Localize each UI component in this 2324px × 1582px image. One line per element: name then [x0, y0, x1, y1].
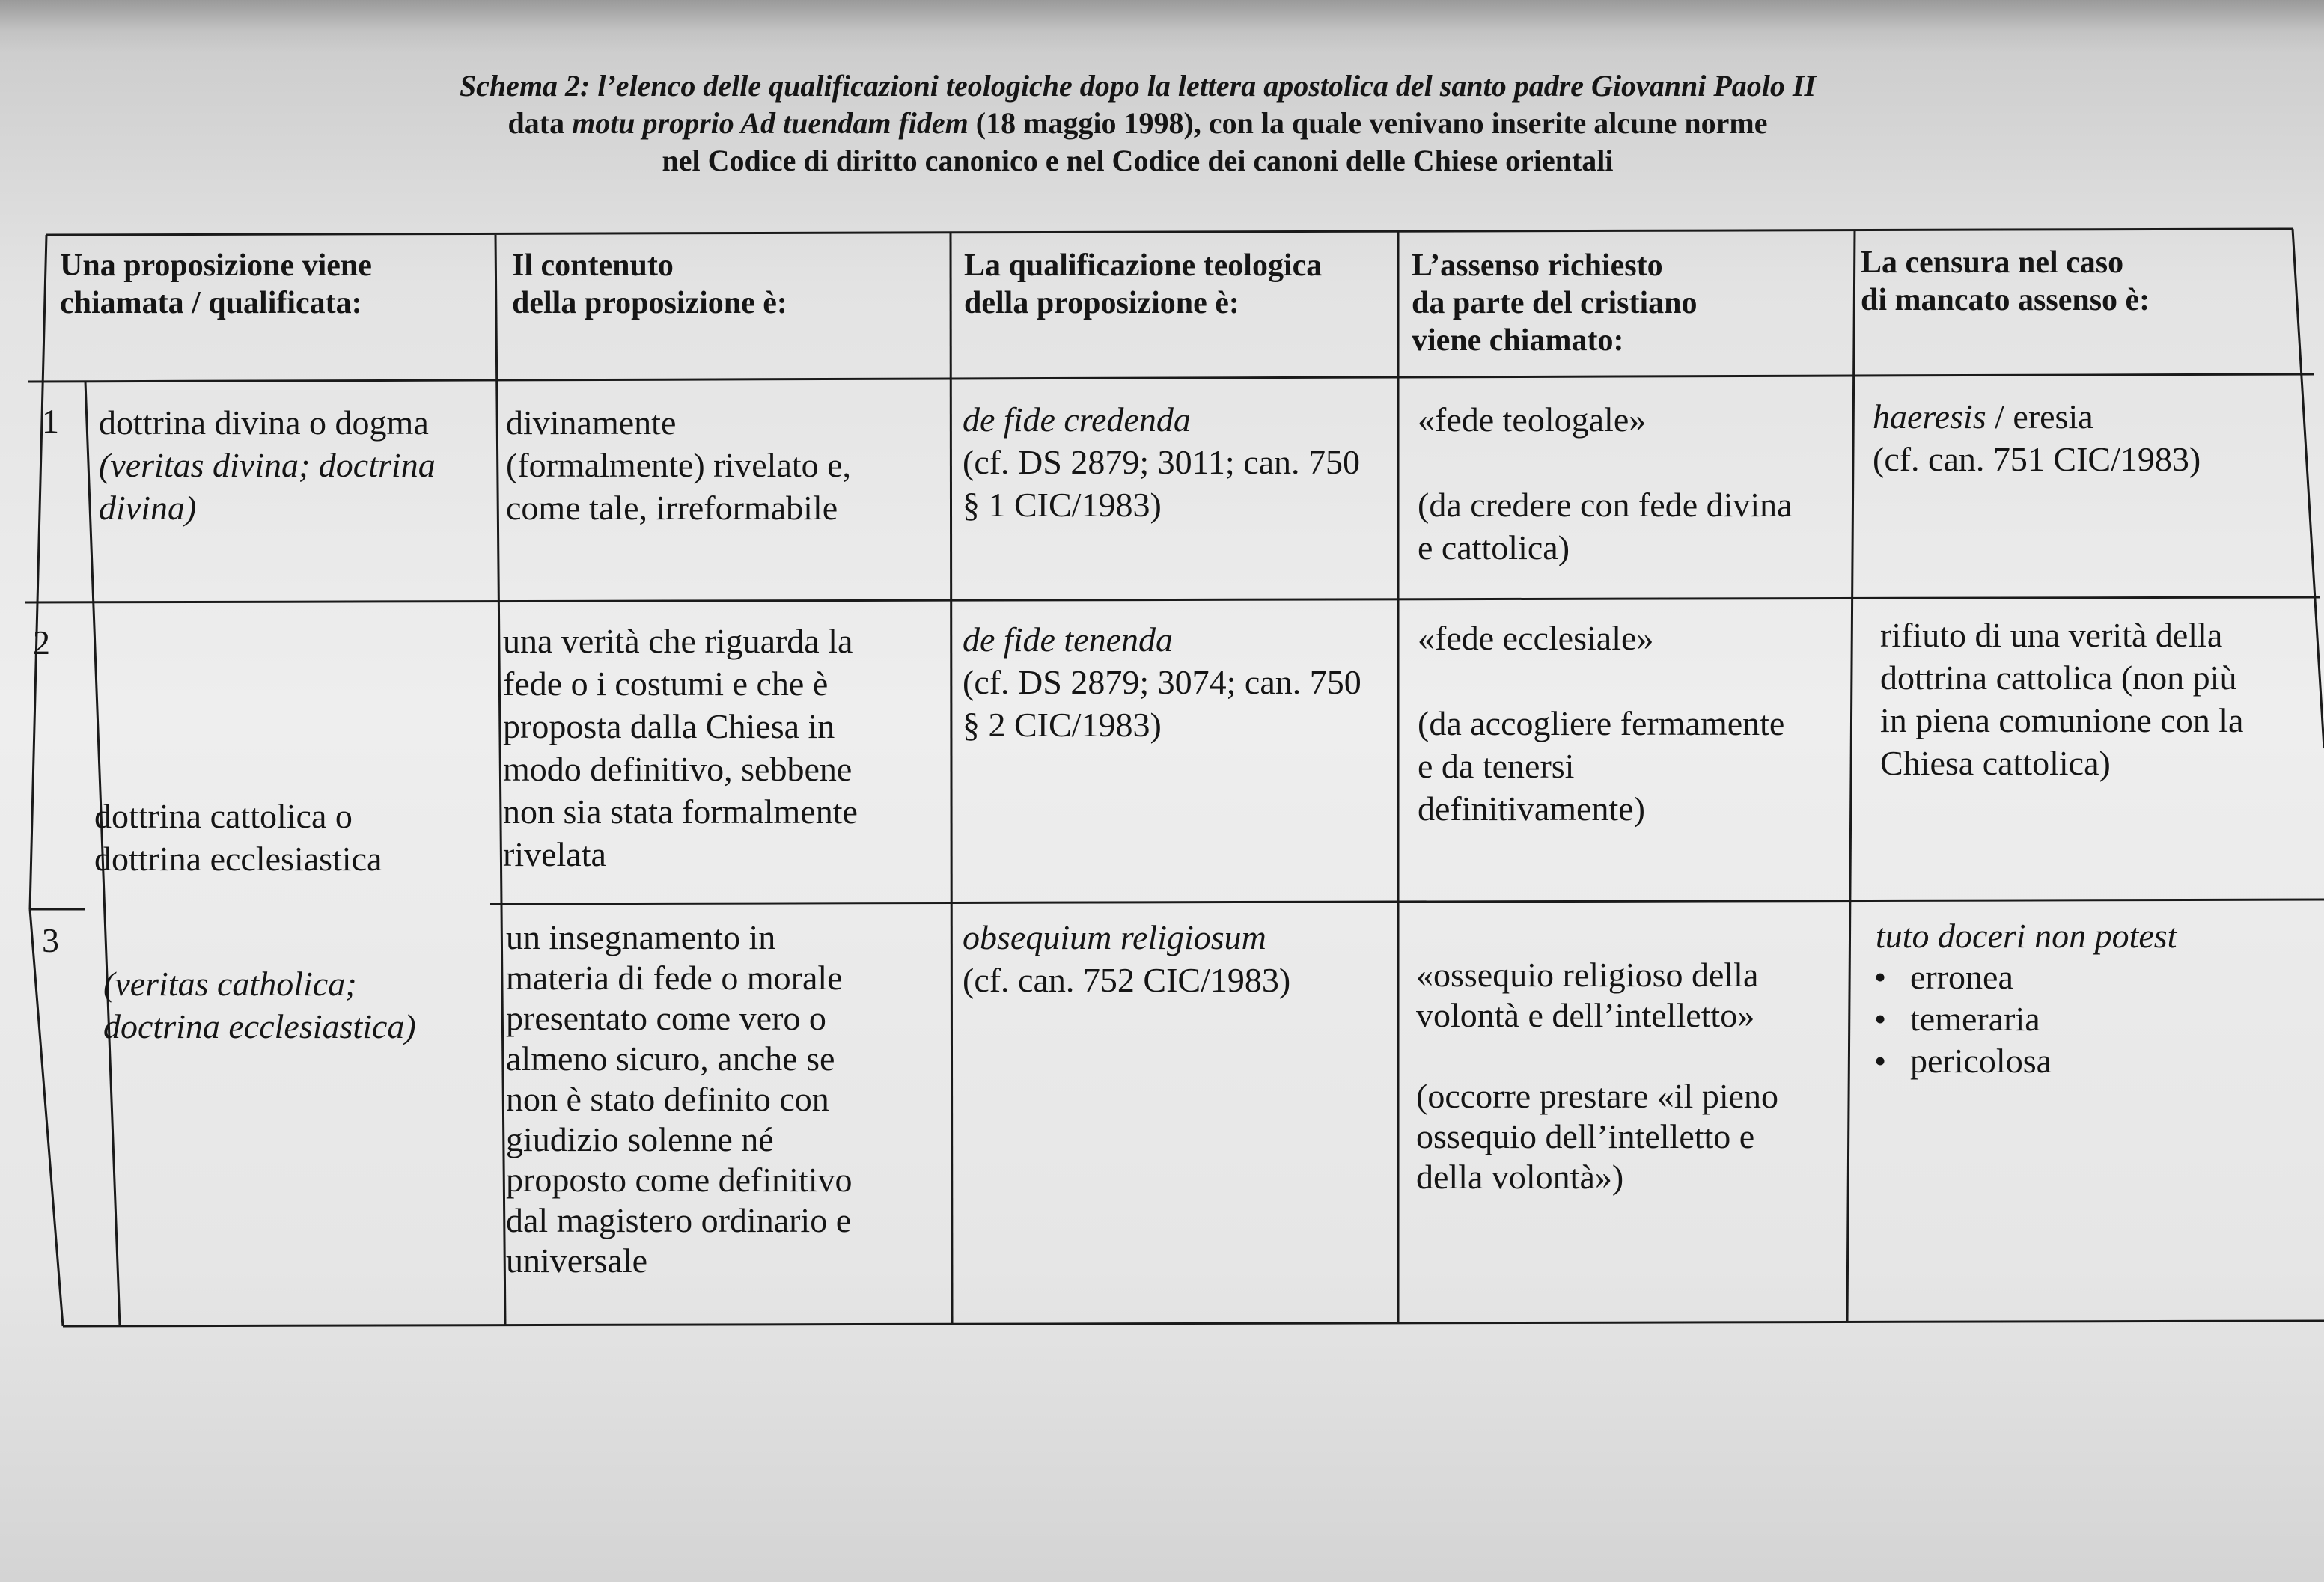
row3-qualification: [963, 916, 1290, 1001]
row2-content-line6: rivelata: [503, 835, 606, 873]
row3-content: [506, 917, 852, 1281]
grid-right: [2293, 229, 2324, 748]
row1-content: [506, 401, 851, 529]
header-col3-line2: della proposizione è:: [964, 286, 1239, 320]
grid-col5: [1847, 230, 1855, 1322]
row1-qualification: [963, 398, 1360, 526]
row2-censure-line1: rifiuto di una verità della: [1880, 616, 2223, 654]
row3-assent: [1416, 955, 1778, 1197]
row2-content-line3: proposta dalla Chiesa in: [503, 707, 835, 745]
row1-qual-line1: de fide credenda: [963, 400, 1191, 439]
row3-censure-latin: tuto doceri non potest: [1876, 917, 2177, 955]
shared-name-line1: dottrina cattolica o: [94, 797, 353, 835]
bullet-mark: •: [1874, 958, 1887, 996]
bullet-item: [1874, 998, 2052, 1040]
title-line2-b: motu proprio Ad tuendam fidem: [572, 106, 969, 140]
row2-qual-line3: § 2 CIC/1983): [963, 706, 1162, 744]
row1-content-line2: (formalmente) rivelato e,: [506, 446, 852, 484]
row2-qualification: [963, 618, 1361, 746]
header-col2-line2: della proposizione è:: [512, 286, 787, 320]
title-label: Schema 2:: [459, 69, 591, 103]
grid-col3: [951, 233, 952, 1325]
shared-name-latin: [103, 962, 416, 1048]
row1-censure: [1873, 395, 2201, 480]
page-shadow: [0, 0, 2324, 52]
header-col2-line1: Il contenuto: [512, 248, 674, 283]
row2-assent: [1418, 617, 1784, 830]
title-line3: nel Codice di diritto canonico e nel Codice dei canoni delle Chiese orientali: [662, 144, 1614, 177]
row1-assent-line3: e cattolica): [1418, 528, 1570, 566]
row2-content: [503, 620, 858, 876]
header-col1-line2: chiamata / qualificata:: [60, 286, 362, 320]
row3-assent-line4: ossequio dell’intelletto e: [1416, 1117, 1755, 1155]
shared-name: [94, 795, 382, 880]
row1-assent: [1418, 398, 1793, 569]
row2-content-line2: fede o i costumi e che è: [503, 665, 829, 703]
row2-qual-line1: de fide tenenda: [963, 620, 1174, 659]
header-col4-line3: viene chiamato:: [1412, 323, 1624, 358]
title-line2-c: (18 maggio 1998), con la quale venivano inserite alcune norme: [968, 106, 1768, 140]
row3-content-line6: giudizio solenne né: [506, 1120, 774, 1158]
row3-assent-line2: volontà e dell’intelletto»: [1416, 996, 1755, 1034]
header-col4: [1412, 247, 1697, 359]
bullet-item: [1874, 1040, 2052, 1082]
row2-assent-line1: «fede ecclesiale»: [1418, 619, 1654, 657]
row1-name-line2: (veritas divina; doctrina: [99, 446, 436, 484]
row1-qual-line2: (cf. DS 2879; 3011; can. 750: [963, 443, 1361, 481]
header-col1-line1: Una proposizione viene: [60, 248, 372, 283]
row3-content-line3: presentato come vero o: [506, 999, 826, 1037]
row3-assent-line5: della volontà»): [1416, 1158, 1624, 1196]
row3-content-line2: materia di fede o morale: [506, 959, 843, 997]
row3-assent-line3: (occorre prestare «il pieno: [1416, 1077, 1779, 1115]
row2-censure: [1880, 614, 2243, 784]
header-col5: [1861, 244, 2150, 319]
row3-content-line8: dal magistero ordinario e: [506, 1201, 852, 1239]
row1-name: [99, 401, 436, 529]
bullet-item: [1874, 956, 2052, 998]
row3-qual-line1: obsequium religiosum: [963, 918, 1266, 956]
row1-censure-latin: haeresis: [1873, 397, 1986, 436]
row3-content-line9: universale: [506, 1242, 648, 1280]
row3-qual-line2: (cf. can. 752 CIC/1983): [963, 961, 1291, 999]
row1-censure-line2: (cf. can. 751 CIC/1983): [1873, 440, 2201, 478]
row3-number: 3: [42, 921, 59, 959]
row3-content-line7: proposto come definitivo: [506, 1161, 853, 1199]
row3-content-line5: non è stato definito con: [506, 1080, 829, 1118]
table-title: [225, 67, 2051, 180]
bullet-mark: •: [1874, 1042, 1887, 1080]
row1-content-line1: divinamente: [506, 403, 677, 442]
row3-content-line4: almeno sicuro, anche se: [506, 1039, 835, 1078]
row1-assent-line1: «fede teologale»: [1418, 400, 1647, 439]
row2-censure-line3: in piena comunione con la: [1880, 701, 2244, 739]
row1-name-line3: divina): [99, 489, 197, 527]
row1-content-line3: come tale, irreformabile: [506, 489, 838, 527]
grid-header-bottom: [28, 374, 2314, 382]
grid-top: [46, 229, 2293, 235]
header-col5-line2: di mancato assenso è:: [1861, 283, 2150, 317]
row3-assent-line1: «ossequio religioso della: [1416, 956, 1759, 994]
row2-censure-line4: Chiesa cattolica): [1880, 744, 2111, 782]
title-line1: l’elenco delle qualificazioni teologiche dopo la lettera apostolica del santo padre Giovanni Paolo II: [590, 69, 1817, 103]
grid-row2-bottom-right: [490, 900, 2324, 904]
header-col4-line2: da parte del cristiano: [1412, 286, 1698, 320]
header-col2: [512, 247, 787, 322]
row3-censure-bullets: [1874, 956, 2052, 1082]
grid-left: [30, 235, 46, 909]
header-col1: [60, 247, 372, 322]
row2-censure-line2: dottrina cattolica (non più: [1880, 659, 2237, 697]
shared-name-line2: dottrina ecclesiastica: [94, 840, 382, 878]
bullet-erronea: erronea: [1910, 958, 2013, 996]
bullet-mark: •: [1874, 1000, 1887, 1038]
grid-bottom: [63, 1321, 2324, 1326]
title-line2-a: data: [507, 106, 573, 140]
header-col5-line1: La censura nel caso: [1861, 245, 2124, 280]
row1-number: 1: [42, 402, 59, 440]
shared-name-line3: (veritas catholica;: [103, 965, 357, 1003]
row1-censure-italian: / eresia: [1986, 397, 2093, 436]
row1-assent-line2: (da credere con fede divina: [1418, 486, 1793, 524]
row2-content-line1: una verità che riguarda la: [503, 622, 853, 660]
row1-qual-line3: § 1 CIC/1983): [963, 486, 1162, 524]
grid-row1-bottom: [25, 597, 2320, 602]
row2-assent-line4: definitivamente): [1418, 790, 1645, 828]
row2-assent-line3: e da tenersi: [1418, 747, 1575, 785]
row3-content-line1: un insegnamento in: [506, 918, 776, 956]
row2-assent-line2: (da accogliere fermamente: [1418, 704, 1785, 742]
row2-number: 2: [33, 623, 50, 662]
header-col3-line1: La qualificazione teologica: [964, 248, 1323, 283]
row1-name-line1: dottrina divina o dogma: [99, 403, 429, 442]
header-col4-line1: L’assenso richiesto: [1412, 248, 1663, 283]
bullet-temeraria: temeraria: [1910, 1000, 2040, 1038]
row2-content-line4: modo definitivo, sebbene: [503, 750, 853, 788]
row2-content-line5: non sia stata formalmente: [503, 792, 858, 831]
row2-qual-line2: (cf. DS 2879; 3074; can. 750: [963, 663, 1361, 701]
shared-name-line4: doctrina ecclesiastica): [103, 1007, 416, 1045]
bullet-pericolosa: pericolosa: [1910, 1042, 2052, 1080]
header-col3: [964, 247, 1322, 322]
grid-left-row3: [30, 909, 63, 1326]
